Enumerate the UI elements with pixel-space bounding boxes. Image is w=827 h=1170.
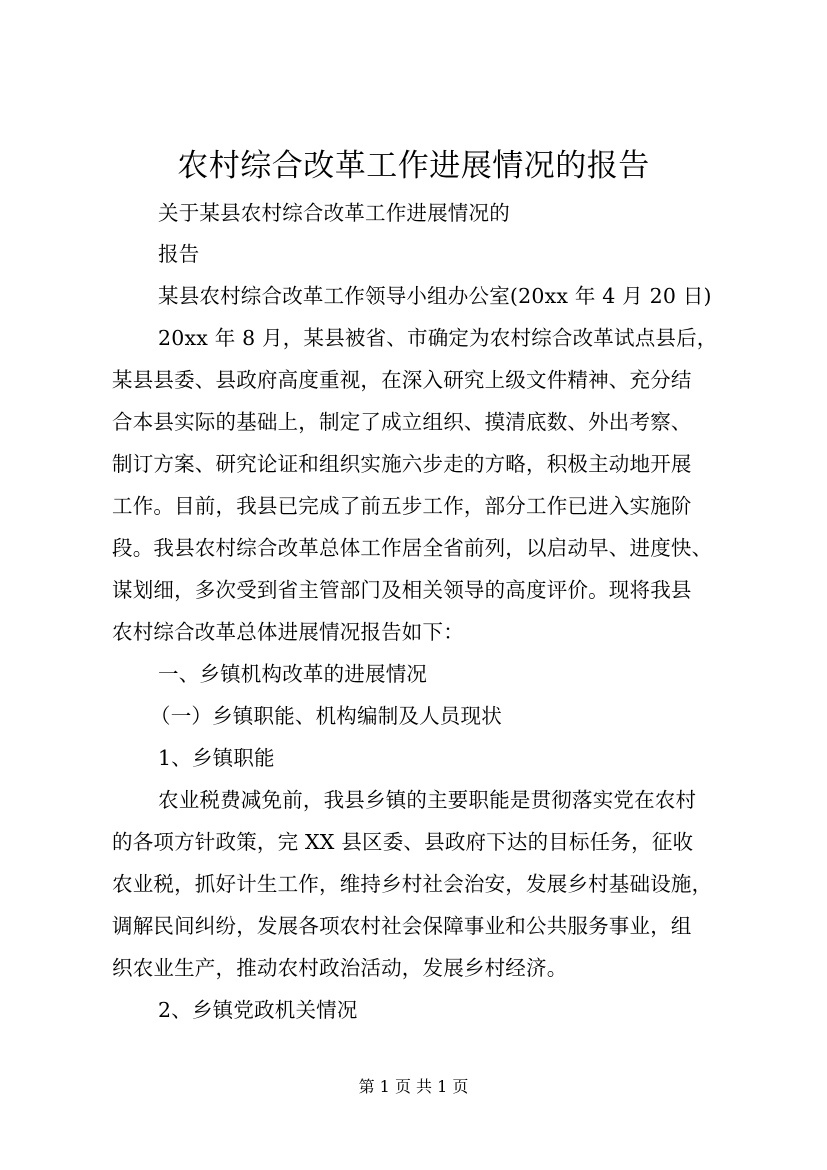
body-line: 某县县委、县政府高度重视，在深入研究上级文件精神、充分结 [112, 368, 692, 392]
section-heading: 一、乡镇机构改革的进展情况 [158, 662, 428, 686]
body-line: 合本县实际的基础上，制定了成立组织、摸清底数、外出考察、 [112, 410, 692, 434]
body-line: 谋划细，多次受到省主管部门及相关领导的高度评价。现将我县 [112, 578, 692, 602]
subsection-heading: （一）乡镇职能、机构编制及人员现状 [150, 704, 502, 728]
body-line: 20xx 年 8 月，某县被省、市确定为农村综合改革试点县后， [158, 326, 718, 350]
body-line: 关于某县农村综合改革工作进展情况的 [158, 201, 510, 225]
body-line: 农业税，抓好计生工作，维持乡村社会治安，发展乡村基础设施， [112, 872, 713, 896]
body-line: 报告 [158, 242, 200, 266]
page-footer: 第 1 页 共 1 页 [358, 1077, 469, 1096]
body-line: 的各项方针政策，完 XX 县区委、县政府下达的目标任务，征收 [112, 830, 694, 854]
item-heading: 1、乡镇职能 [158, 746, 275, 770]
body-line: 制订方案、研究论证和组织实施六步走的方略，积极主动地开展 [112, 452, 692, 476]
body-line: 织农业生产，推动农村政治活动，发展乡村经济。 [112, 956, 568, 980]
body-line: 农业税费减免前，我县乡镇的主要职能是贯彻落实党在农村 [158, 788, 697, 812]
body-line: 段。我县农村综合改革总体工作居全省前列，以启动早、进度快、 [112, 536, 713, 560]
body-line: 工作。目前，我县已完成了前五步工作，部分工作已进入实施阶 [112, 494, 692, 518]
body-line: 农村综合改革总体进展情况报告如下： [112, 620, 464, 644]
body-line: 某县农村综合改革工作领导小组办公室(20xx 年 4 月 20 日) [158, 284, 712, 308]
body-line: 调解民间纠纷，发展各项农村社会保障事业和公共服务事业，组 [112, 914, 692, 938]
document-title: 农村综合改革工作进展情况的报告 [177, 148, 650, 184]
item-heading: 2、乡镇党政机关情况 [158, 998, 358, 1022]
